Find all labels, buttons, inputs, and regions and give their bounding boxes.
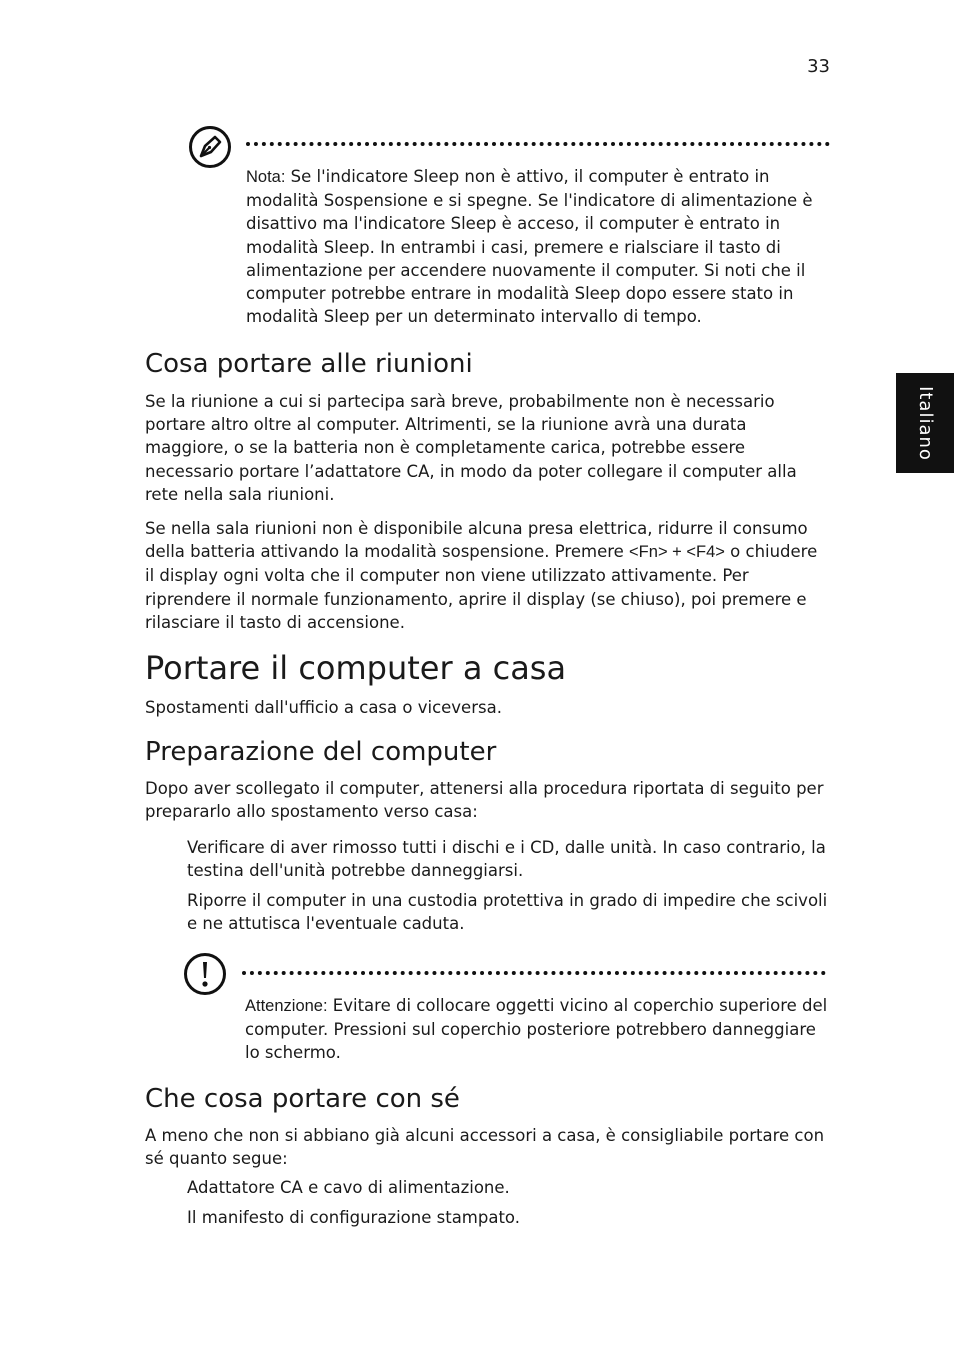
section-heading-prep: Preparazione del computer (145, 737, 497, 767)
section-heading-meetings: Cosa portare alle riunioni (145, 349, 473, 379)
bring-intro: A meno che non si abbiano già alcuni accessori a casa, è consigliabile portare con sé quanto segue: (145, 1126, 825, 1169)
page-number: 33 (807, 56, 830, 77)
warning-box (245, 994, 835, 1065)
warning-body: Evitare di collocare oggetti vicino al coperchio superiore del computer. Pressioni sul coperchio posteriore potrebbero danneggiare lo schermo. (245, 996, 828, 1063)
prep-bullet-1: Verificare di aver rimosso tutti i dischi e i CD, dalle unità. In caso contrario, la testina dell'unità potrebbe danneggiarsi. (187, 838, 826, 881)
prep-intro: Dopo aver scollegato il computer, attenersi alla procedura riportata di seguito per prepararlo allo spostamento verso casa: (145, 779, 824, 822)
note-box (246, 165, 836, 328)
prep-bullet-2: Riporre il computer in una custodia protettiva in grado di impedire che scivoli e ne attutisca l'eventuale caduta. (187, 891, 828, 934)
note-separator (246, 142, 830, 146)
exclamation-icon (184, 953, 226, 995)
pen-nib-icon (189, 126, 231, 168)
bring-bullet-2: Il manifesto di configurazione stampato. (187, 1208, 520, 1227)
meetings-paragraph-1: Se la riunione a cui si partecipa sarà breve, probabilmente non è necessario portare altro oltre al computer. Altrimenti, se la riunione avrà una durata maggiore, o se la batteria non è completamente carica, potrebbe essere necessario portare l’adattatore CA, in modo da poter collegare il computer alla rete nella sala riunioni. (145, 392, 797, 504)
note-label: Nota: (246, 168, 286, 186)
key-combo: <Fn> + <F4> (629, 543, 725, 562)
warning-label: Attenzione: (245, 997, 328, 1015)
chapter-intro: Spostamenti dall'ufficio a casa o viceversa. (145, 698, 502, 717)
warning-separator (242, 971, 826, 975)
section-heading-bring: Che cosa portare con sé (145, 1084, 460, 1114)
meetings-paragraph-2: Se nella sala riunioni non è disponibile alcuna presa elettrica, ridurre il consumo della batteria attivando la modalità sospensione. Premere <Fn> + <F4> o chiudere il display ogni volta che il computer non viene utilizzato attivamente. Per riprendere il normale funzionamento, aprire il display (se chiuso), poi premere e rilasciare il tasto di accensione. (145, 519, 818, 632)
language-tab (896, 373, 954, 473)
chapter-heading: Portare il computer a casa (145, 649, 567, 687)
language-tab-label: Italiano (914, 385, 936, 461)
bring-bullet-1: Adattatore CA e cavo di alimentazione. (187, 1178, 510, 1197)
note-body: Se l'indicatore Sleep non è attivo, il computer è entrato in modalità Sospensione e si spegne. Se l'indicatore di alimentazione è disattivo ma l'indicatore Sleep è acceso, il computer è entrato in modalità Sleep. In entrambi i casi, premere e rialsciare il tasto di alimentazione per accendere nuovamente il computer. Si noti che il computer potrebbe entrare in modalità Sleep dopo essere stato in modalità Sleep per un determinato intervallo di tempo. (246, 167, 813, 327)
